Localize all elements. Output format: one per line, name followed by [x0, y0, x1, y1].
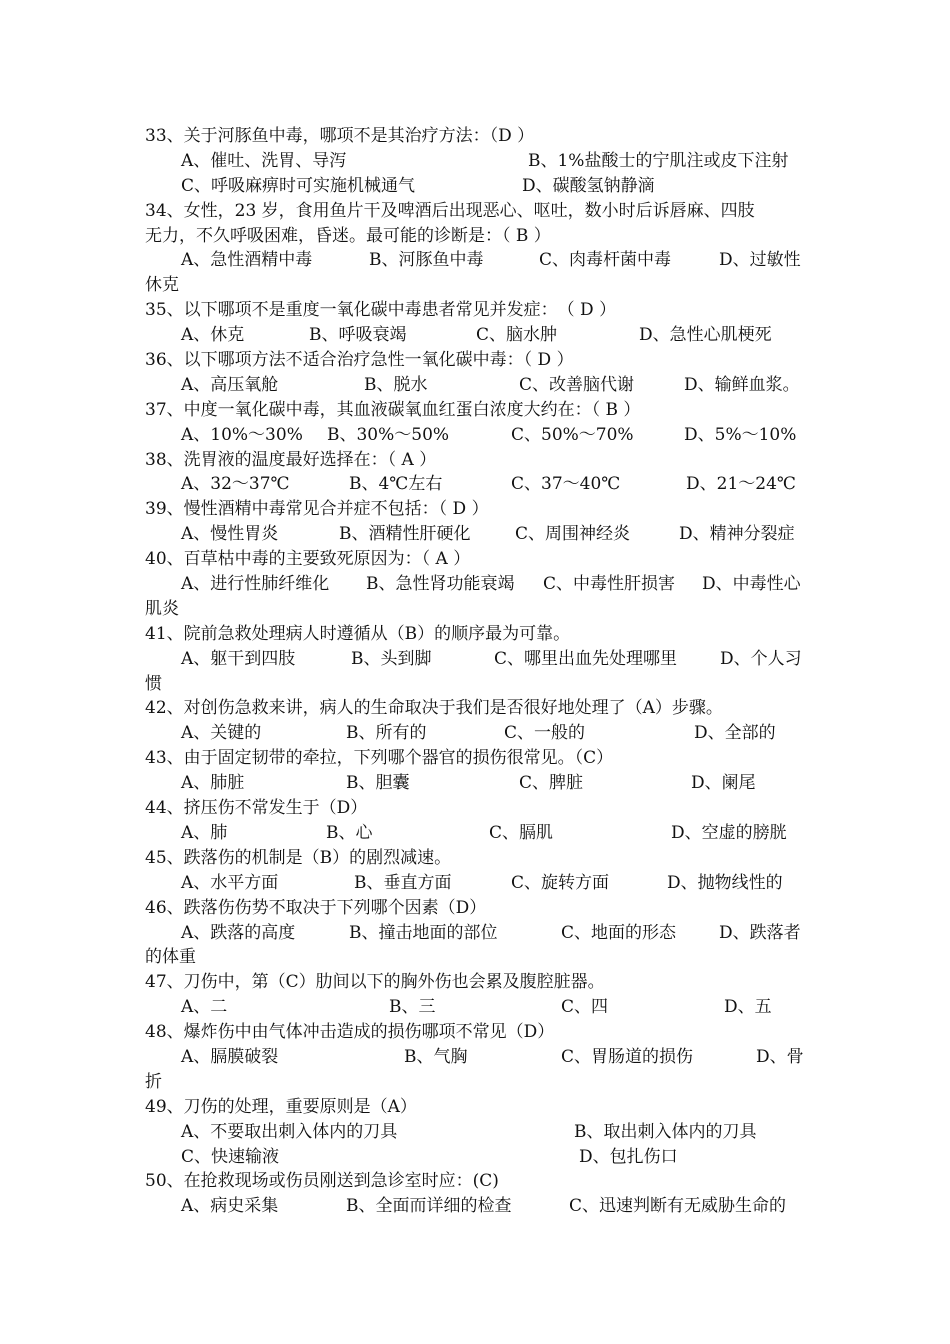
option-b: D、碳酸氢钠静滴: [522, 175, 655, 196]
option-c: C、37～40℃: [511, 474, 621, 495]
option-row: [145, 1120, 810, 1145]
option-a: C、快速输液: [181, 1146, 280, 1167]
option-b: B、1%盐酸士的宁肌注或皮下注射: [528, 150, 789, 171]
option-d: D、21～24℃: [686, 474, 796, 495]
option-d: D、个人习: [720, 648, 802, 669]
option-c: C、四: [561, 997, 609, 1018]
question-stem-continuation: 无力，不久呼吸困难，昏迷。最可能的诊断是：（ B ）: [145, 225, 551, 246]
option-b: B、三: [389, 997, 436, 1018]
option-c: C、旋转方面: [511, 872, 610, 893]
option-continuation: 惯: [145, 673, 162, 694]
option-a: A、32～37℃: [181, 474, 290, 495]
option-row: [145, 721, 810, 746]
option-a: A、休克: [181, 325, 245, 346]
option-a: A、高压氧舱: [181, 374, 279, 395]
option-d: D、过敏性: [719, 250, 801, 271]
option-a: A、肺脏: [181, 773, 245, 794]
option-b: B、30%～50%: [327, 424, 450, 445]
option-row: [145, 323, 810, 348]
question-stem: 42、对创伤急救来讲，病人的生命取决于我们是否很好地处理了（A）步骤。: [145, 698, 723, 719]
option-a: A、膈膜破裂: [181, 1046, 279, 1067]
question-stem: 37、中度一氧化碳中毒，其血液碳氧血红蛋白浓度大约在：（ B ）: [145, 399, 641, 420]
option-row: [145, 423, 810, 448]
question-stem: 44、挤压伤不常发生于（D）: [145, 798, 368, 819]
option-b: B、急性肾功能衰竭: [366, 574, 515, 595]
option-b: B、酒精性肝硬化: [339, 524, 471, 545]
option-a: A、不要取出刺入体内的刀具: [181, 1121, 398, 1142]
option-c: C、膈肌: [489, 822, 554, 843]
option-a: A、病史采集: [181, 1196, 279, 1217]
option-row: [145, 248, 810, 273]
option-row: [145, 149, 810, 174]
question-stem: 48、爆炸伤中由气体冲击造成的损伤哪项不常见（D）: [145, 1022, 555, 1043]
option-c: C、肉毒杆菌中毒: [539, 250, 672, 271]
option-a: A、关键的: [181, 723, 262, 744]
option-row: [145, 522, 810, 547]
option-d: D、五: [724, 997, 772, 1018]
option-d: D、阑尾: [691, 773, 756, 794]
option-a: A、躯干到四肢: [181, 648, 296, 669]
question-stem: 38、洗胃液的温度最好选择在：（ A ）: [145, 449, 437, 470]
question-stem: 49、刀伤的处理，重要原则是（A）: [145, 1096, 417, 1117]
option-b: B、河豚鱼中毒: [369, 250, 484, 271]
question-stem: 43、由于固定韧带的牵拉，下列哪个器官的损伤很常见。（C）: [145, 748, 614, 769]
option-c: C、脾脏: [519, 773, 584, 794]
option-d: D、精神分裂症: [679, 524, 795, 545]
question-stem: 34、女性，23 岁，食用鱼片干及啤酒后出现恶心、呕吐，数小时后诉唇麻、四肢: [145, 200, 755, 221]
option-b: B、胆囊: [346, 773, 410, 794]
option-row: [145, 821, 810, 846]
option-row: [145, 995, 810, 1020]
question-stem: 35、以下哪项不是重度一氧化碳中毒患者常见并发症： （ D ）: [145, 300, 617, 321]
option-b: B、呼吸衰竭: [309, 325, 407, 346]
option-row: [145, 572, 810, 597]
option-b: B、取出刺入体内的刀具: [574, 1121, 757, 1142]
question-stem: 41、院前急救处理病人时遵循从（B）的顺序最为可靠。: [145, 623, 571, 644]
option-d: D、全部的: [694, 723, 776, 744]
question-stem: 50、在抢救现场或伤员刚送到急诊室时应：(C): [145, 1171, 499, 1192]
option-d: D、中毒性心: [702, 574, 801, 595]
option-d: D、骨: [756, 1046, 804, 1067]
option-continuation: 肌炎: [145, 598, 179, 619]
option-d: D、5%～10%: [684, 424, 797, 445]
option-c: C、一般的: [504, 723, 586, 744]
option-a: A、跌落的高度: [181, 922, 296, 943]
option-a: A、进行性肺纤维化: [181, 574, 330, 595]
option-d: D、跌落者: [719, 922, 801, 943]
option-b: B、头到脚: [351, 648, 432, 669]
option-b: B、气胸: [404, 1046, 468, 1067]
option-row: [145, 1045, 810, 1070]
option-c: C、胃肠道的损伤: [561, 1046, 694, 1067]
option-row: [145, 174, 810, 199]
option-c: C、迅速判断有无威胁生命的: [569, 1196, 787, 1217]
option-a: A、急性酒精中毒: [181, 250, 313, 271]
option-b: B、脱水: [364, 374, 428, 395]
question-list: [145, 124, 810, 1219]
option-d: D、急性心肌梗死: [639, 325, 772, 346]
option-a: A、催吐、洗胃、导泻: [181, 150, 347, 171]
question-stem: 46、跌落伤伤势不取决于下列哪个因素（D）: [145, 897, 487, 918]
option-b: B、心: [326, 822, 373, 843]
option-row: [145, 1145, 810, 1170]
option-a: C、呼吸麻痹时可实施机械通气: [181, 175, 416, 196]
question-stem: 39、慢性酒精中毒常见合并症不包括：（ D ）: [145, 499, 489, 520]
option-c: C、脑水肿: [476, 325, 558, 346]
option-b: B、垂直方面: [354, 872, 452, 893]
option-d: D、空虚的膀胱: [671, 822, 787, 843]
question-stem: 40、百草枯中毒的主要致死原因为：（ A ）: [145, 549, 471, 570]
option-a: A、二: [181, 997, 228, 1018]
option-a: A、水平方面: [181, 872, 279, 893]
option-row: [145, 373, 810, 398]
option-b: B、全面而详细的检查: [346, 1196, 512, 1217]
option-a: A、慢性胃炎: [181, 524, 279, 545]
option-b: B、撞击地面的部位: [349, 922, 498, 943]
question-stem: 33、关于河豚鱼中毒，哪项不是其治疗方法：（D ）: [145, 126, 535, 146]
option-c: C、中毒性肝损害: [543, 574, 676, 595]
option-b: B、4℃左右: [349, 474, 443, 495]
option-d: D、输鲜血浆。: [684, 374, 800, 395]
option-c: C、改善脑代谢: [519, 374, 635, 395]
option-c: C、50%～70%: [511, 424, 634, 445]
option-row: [145, 647, 810, 672]
question-stem: 47、刀伤中，第（C）肋间以下的胸外伤也会累及腹腔脏器。: [145, 972, 605, 993]
option-a: A、10%～30%: [181, 424, 303, 445]
option-a: A、肺: [181, 822, 228, 843]
option-row: [145, 771, 810, 796]
option-c: C、哪里出血先处理哪里: [494, 648, 678, 669]
option-row: [145, 871, 810, 896]
question-stem: 45、跌落伤的机制是（B）的剧烈减速。: [145, 847, 452, 868]
option-c: C、地面的形态: [561, 922, 677, 943]
question-stem: 36、以下哪项方法不适合治疗急性一氧化碳中毒：（ D ）: [145, 350, 574, 371]
option-row: [145, 921, 810, 946]
option-continuation: 折: [145, 1071, 162, 1092]
option-b: D、包扎伤口: [579, 1146, 678, 1167]
option-b: B、所有的: [346, 723, 427, 744]
option-continuation: 的体重: [145, 947, 196, 968]
option-c: C、周围神经炎: [515, 524, 631, 545]
option-row: [145, 1194, 810, 1219]
option-row: [145, 472, 810, 497]
option-continuation: 休克: [145, 275, 179, 296]
option-d: D、抛物线性的: [667, 872, 783, 893]
